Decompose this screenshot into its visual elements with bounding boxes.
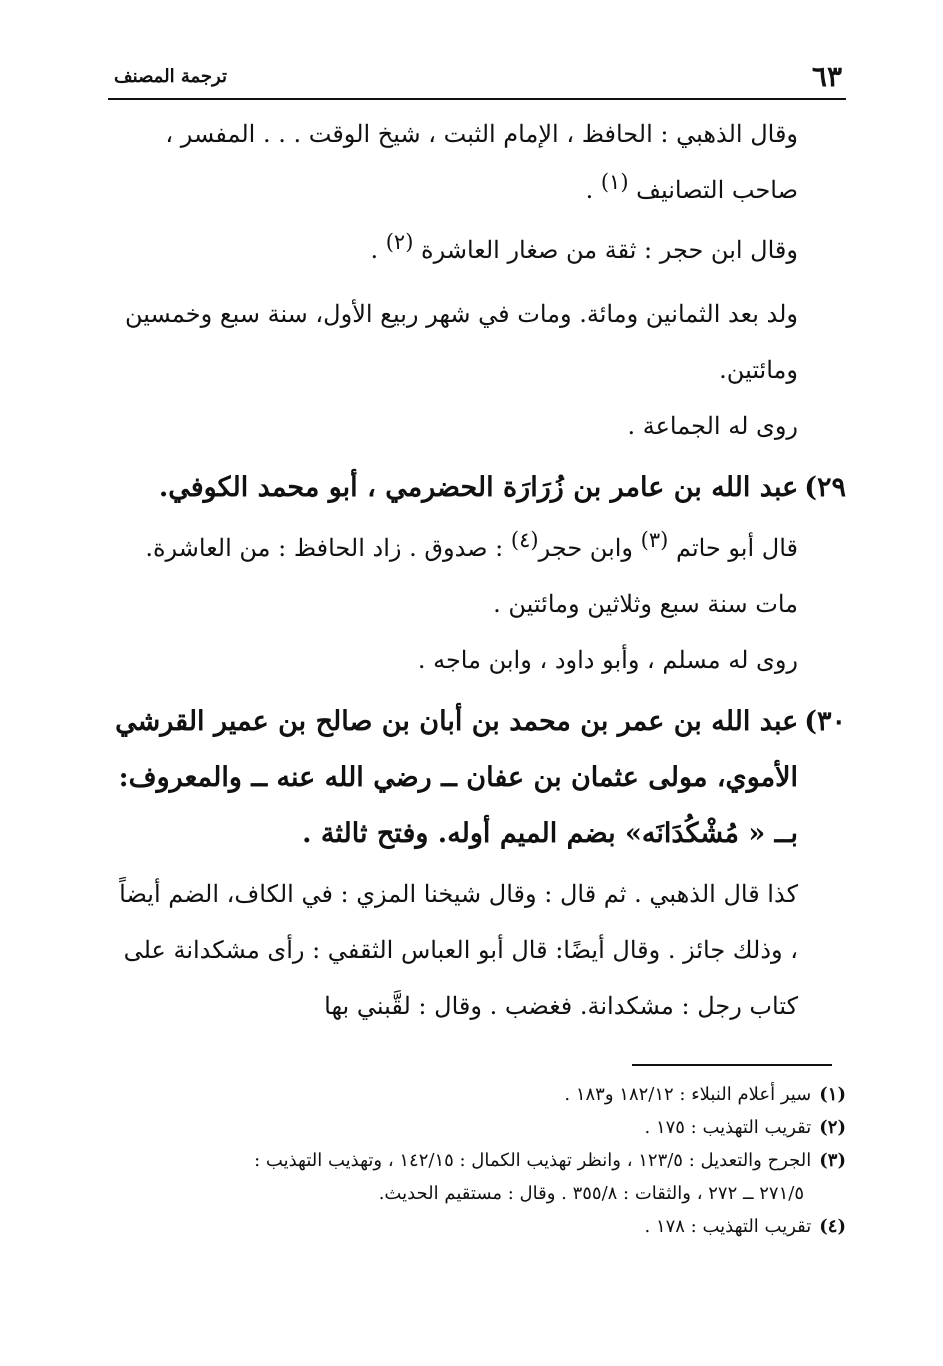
footnote-ref-1[interactable]: (١) — [600, 170, 629, 194]
entry-heading-29: ٢٩)عبد الله بن عامر بن زُرَارَة الحضرمي ، أبو محمد الكوفي. — [158, 472, 846, 503]
page-header — [108, 58, 846, 100]
paragraph-death-29: مات سنة سبع وثلاثين ومائتين . — [493, 590, 798, 618]
paragraph-dhahabi: وقال الذهبي : الحافظ ، الإمام الثبت ، شيخ الوقت . . . المفسر ، صاحب التصانيف (١) . — [165, 120, 798, 204]
footnote: (٢)تقريب التهذيب : ١٧٥ . — [644, 1117, 846, 1138]
entry-number: ٢٩) — [804, 472, 846, 503]
footnote-ref-2[interactable]: (٢) — [385, 230, 414, 254]
entry-heading-30: ٣٠)عبد الله بن عمر بن محمد بن أبان بن صالح بن عمير القرشي الأموي، مولى عثمان بن عفان ــ رضي الله عنه ــ والمعروف: بــ « مُشْكُدَانَه» بضم الميم أوله. وفتح ثالثة . — [115, 706, 846, 849]
footnote-ref-3[interactable]: (٣) — [640, 528, 669, 552]
paragraph-ibn-hajar: وقال ابن حجر : ثقة من صغار العاشرة (٢) . — [370, 230, 798, 264]
paragraph-narrators: روى له الجماعة . — [627, 412, 798, 440]
footnotes — [108, 1078, 846, 1243]
page-number: ٦٣ — [811, 60, 842, 93]
footnote: (١)سير أعلام النبلاء : ١٨٢/١٢ و١٨٣ . — [564, 1084, 846, 1105]
paragraph-narrators-29: روى له مسلم ، وأبو داود ، وابن ماجه . — [417, 646, 798, 674]
main-text — [108, 106, 846, 1034]
footnote: (٤)تقريب التهذيب : ١٧٨ . — [644, 1216, 846, 1237]
paragraph-birth-death: ولد بعد الثمانين ومائة. ومات في شهر ربيع الأول، سنة سبع وخمسين ومائتين. — [124, 300, 798, 384]
paragraph-dhahabi-30: كذا قال الذهبي . ثم قال : وقال شيخنا المزي : في الكاف، الضم أيضاً ، وذلك جائز . وقال أيضًا: قال أبو العباس الثقفي : رأى مشكدانة على كتاب رجل : مشكدانة. فغضب . وقال : لقَّبني بها — [119, 880, 798, 1020]
paragraph-abu-hatim: قال أبو حاتم (٣) وابن حجر(٤) : صدوق . زاد الحافظ : من العاشرة. — [145, 528, 798, 562]
footnote-ref-4[interactable]: (٤) — [510, 528, 539, 552]
footnote: (٣)الجرح والتعديل : ١٢٣/٥ ، وانظر تهذيب الكمال : ١٤٢/١٥ ، وتهذيب التهذيب : ٢٧١/٥ ــ ٢٧٢ ، والثقات : ٣٥٥/٨ . وقال : مستقيم الحديث. — [254, 1150, 846, 1204]
running-title: ترجمة المصنف — [114, 66, 227, 87]
footnote-separator — [632, 1064, 832, 1066]
entry-number: ٣٠) — [804, 706, 846, 737]
